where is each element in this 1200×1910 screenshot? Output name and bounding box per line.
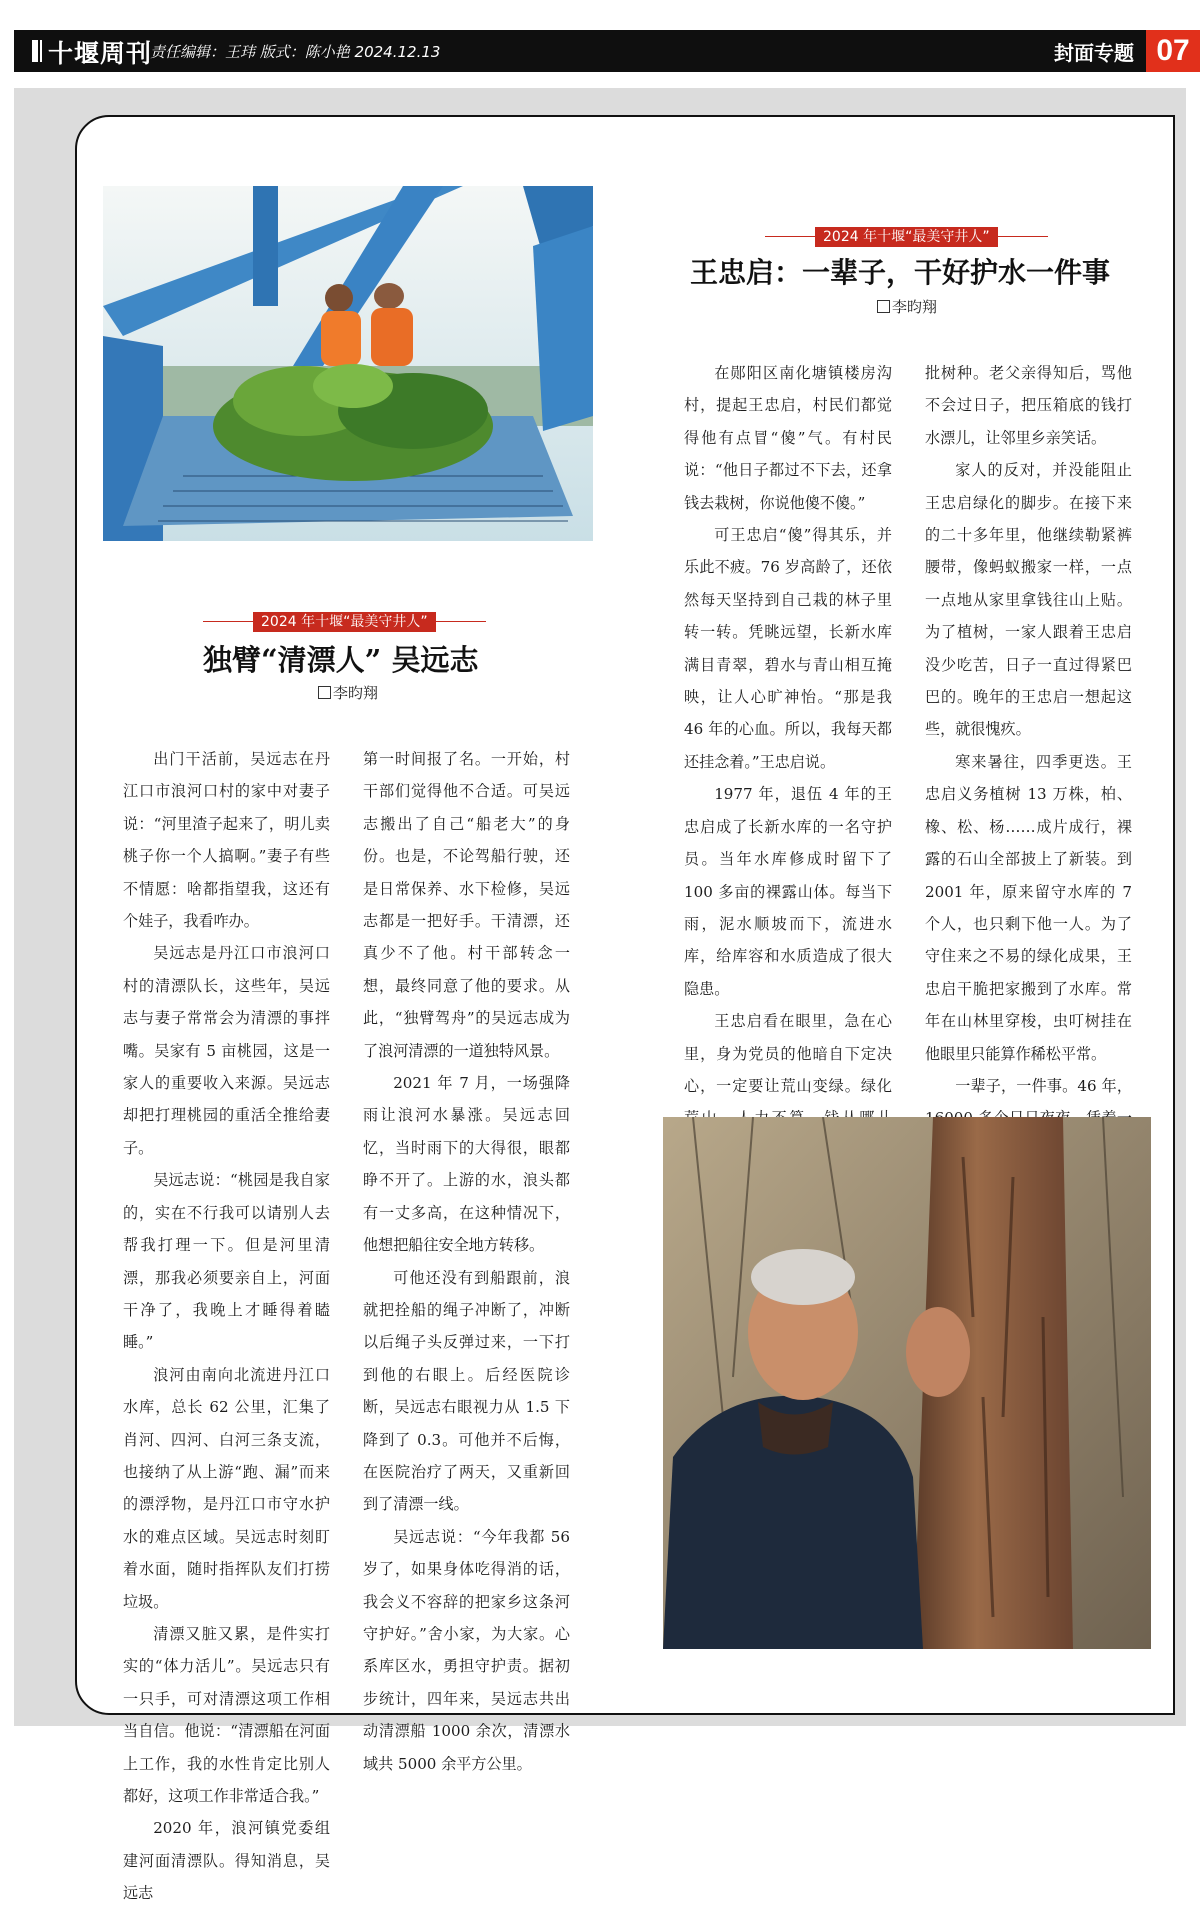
story2-col2-paragraph: 家人的反对，并没能阻止王忠启绿化的脚步。在接下来的二十多年里，他继续勒紧裤腰带，像蚂蚁搬家一样，一点一点地从家里拿钱往山上贴。为了植树，一家人跟着王忠启没少吃苦，日子一直过得紧巴巴的。晚年的王忠启一想起这些，就很愧疚。 bbox=[925, 461, 1132, 739]
story2-col1-paragraph: 在郧阳区南化塘镇楼房沟村，提起王忠启，村民们都觉得他有点冒“傻”气。有村民说：“他日子都过不下去，还拿钱去栽树，你说他傻不傻。” bbox=[684, 364, 892, 512]
story1-col2-paragraph: 2021 年 7 月，一场强降雨让浪河水暴涨。吴远志回忆，当时雨下的大得很，眼都睁不开了。上游的水，浪头都有一丈多高，在这种情况下，他想把船往安全地方转移。 bbox=[363, 1074, 570, 1255]
story2-col1-paragraph: 王忠启看在眼里，急在心里，身为党员的他暗自下定决心，一定要让荒山变绿。绿化 bbox=[684, 1012, 892, 1095]
story1-title: 独臂“清漂人” 吴远志 bbox=[203, 643, 479, 677]
story1-col2-paragraph: 可他还没有到船跟前，浪就把拴船的绳子冲断了，冲断以后绳子头反弹过来，一下打到他的右眼上。后经医院诊断，吴远志右眼视力从 1.5 下降到了 0.3。可他并不后悔，在医院治疗了两天，又重新回到了清漂一线。 bbox=[363, 1268, 570, 1514]
story2-col2-paragraph: 批树种。老父亲得知后，骂他不会过日子，把压箱底的钱打水漂儿，让邻里乡亲笑话。 bbox=[925, 364, 1132, 447]
story1-col2-paragraph: 第一时间报了名。一开始，村干部们觉得他不合适。可吴远志搬出了自己“船老大”的身份。也是，不论驾船行驶，还是日常保养、水下检修，吴远志都是一把好手。干清漂，还真少不了他。村干部转念一想，最终同意了他的要求。从此，“独臂驾舟”的吴远志成为了浪河清漂的一道独特风景。 bbox=[363, 750, 570, 1060]
masthead-bar bbox=[14, 30, 1190, 72]
story1-col1-paragraph: 浪河由南向北流进丹江口水库，总长 62 公里，汇集了肖河、四河、白河三条支流，也接纳了从上游“跑、漏”而来的漂浮物，是丹江口市守水护水的难点区域。吴远志时刻盯着水面，随时指挥队友们打捞垃圾。 bbox=[123, 1365, 330, 1611]
story1-col2-paragraph: 吴远志说：“今年我都 56 岁了，如果身体吃得消的话，我会义不容辞的把家乡这条河守护好。”舍小家，为大家。心系库区水，勇担守护责。据初步统计，四年来，吴远志共出动清漂船 1000 余次，清漂水域共 5000 余平方公里。 bbox=[363, 1527, 570, 1773]
editor-info: 责任编辑：王玮 版式：陈小艳 2024.12.13 bbox=[150, 43, 441, 61]
publication-logo: 十堰周刊 bbox=[48, 39, 153, 68]
story2-col1-paragraph: 可王忠启“傻”得其乐，并乐此不疲。76 岁高龄了，还依然每天坚持到自己栽的林子里转一转。凭眺远望，长新水库满目青翠，碧水与青山相互掩映，让人心旷神怡。“那是我 46 年的心血。所以，我每天都还挂念着。”王忠启说。 bbox=[684, 526, 892, 771]
story1-col1-paragraph: 吴远志说：“桃园是我自家的，实在不行我可以请别人去帮我打理一下。但是河里清漂，那我必须要亲自上，河面干净了，我晚上才睡得着瞌睡。” bbox=[123, 1171, 330, 1352]
photo-river-cleaning-image bbox=[103, 186, 593, 541]
story1-col1-paragraph: 吴远志是丹江口市浪河口村的清漂队长，这些年，吴远志与妻子常常会为清漂的事拌嘴。吴家有 5 亩桃园，这是一家人的重要收入来源。吴远志却把打理桃园的重活全推给妻子。 bbox=[123, 944, 330, 1157]
photo-man-with-tree-image bbox=[663, 1117, 1151, 1649]
logo-mark-icon bbox=[32, 40, 38, 62]
story2-col1-paragraph: 1977 年，退伍 4 年的王忠启成了长新水库的一名守护员。当年水库修成时留下了 100 多亩的裸露山体。每当下雨，泥水顺坡而下，流进水库，给库容和水质造成了很大隐患。 bbox=[684, 785, 892, 998]
story1-byline: 李昀翔 bbox=[318, 682, 378, 703]
photo-river-cleaning bbox=[103, 186, 593, 541]
story2-kicker: 2024 年十堰“最美守井人” bbox=[815, 227, 998, 247]
story2-col2-paragraph: 寒来暑往，四季更迭。王忠启义务植树 13 万株，柏、橡、松、杨……成片成行，裸露的石山全部披上了新装。到 2001 年，原来留守水库的 7 个人，也只剩下他一人。为了守住来之不易的绿化成果，王忠启干脆把家搬到了水库。常年在山林里穿梭，虫叮树挂在他眼里只能算作稀松平常。 bbox=[925, 752, 1132, 1063]
story1-kicker: 2024 年十堰“最美守井人” bbox=[253, 612, 436, 632]
story1-col1-paragraph: 清漂又脏又累，是件实打实的“体力活儿”。吴远志只有一只手，可对清漂这项工作相当自信。他说：“清漂船在河面上工作，我的水性肯定比别人都好，这项工作非常适合我。” bbox=[123, 1624, 330, 1805]
section-name: 封面专题 bbox=[1054, 41, 1134, 65]
story2-byline: 李昀翔 bbox=[877, 296, 937, 317]
story1-col1-paragraph: 出门干活前，吴远志在丹江口市浪河口村的家中对妻子说：“河里渣子起来了，明儿卖桃子你一个人搞啊。”妻子有些不情愿：啥都指望我，这还有个娃子，我看咋办。 bbox=[123, 750, 330, 931]
story1-column-1 bbox=[123, 743, 330, 1910]
story2-title: 王忠启：一辈子，干好护水一件事 bbox=[690, 256, 1111, 289]
story2-column-2 bbox=[925, 357, 1132, 1200]
page-number: 07 bbox=[1146, 30, 1200, 72]
story1-col1-paragraph: 2020 年，浪河镇党委组建河面清漂队。得知消息，吴远志 bbox=[123, 1819, 330, 1903]
photo-man-with-tree bbox=[663, 1117, 1151, 1649]
story1-column-2 bbox=[363, 743, 570, 1780]
story2-col2-paragraph: 一辈子，一件事。46 年， bbox=[955, 1076, 1132, 1095]
